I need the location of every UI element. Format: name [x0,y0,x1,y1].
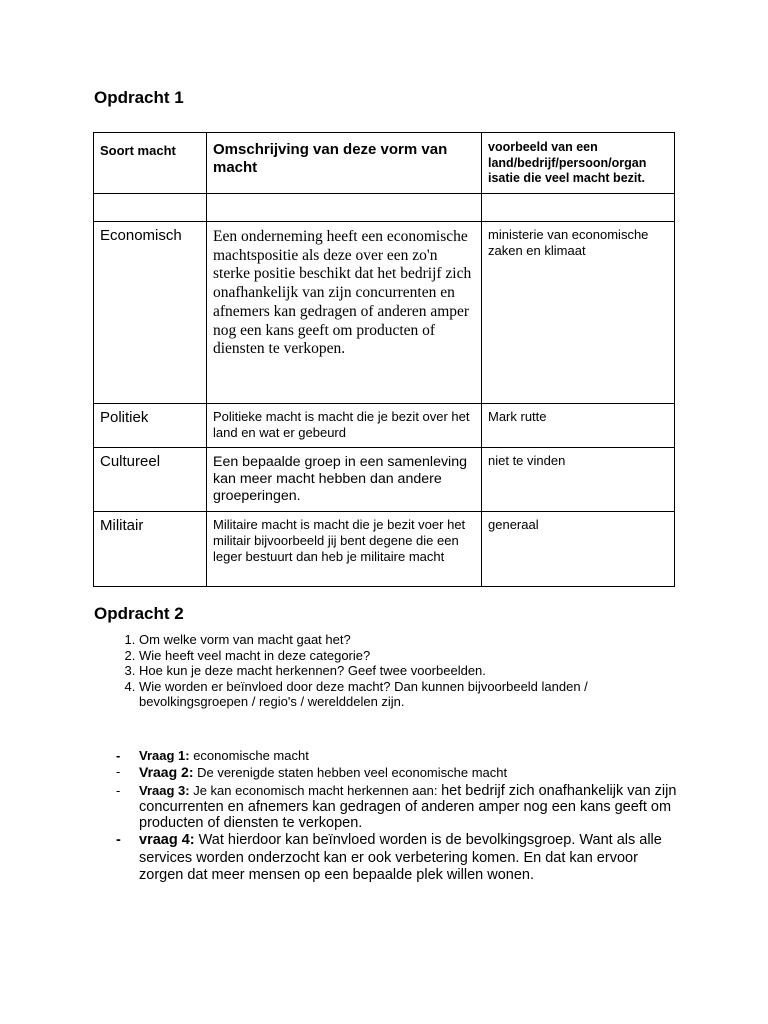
bullet-dash: - [116,748,121,763]
empty-cell [94,194,207,222]
table-row [94,222,675,404]
empty-cell [207,194,482,222]
bullet-dash: - [116,783,121,798]
answer-text: Wat hierdoor kan beïnvloed worden is de bevolkingsgroep. Want als alle services worden onderzocht kan er ook verbetering komen. En dat kan ervoor zorgen dat meer mensen op een bepaalde plek willen wonen. [139,832,662,884]
cell-voorbeeld: niet te vinden [482,448,675,512]
bullet-dash: - [116,832,121,848]
question-item: 4. Wie worden er beïnvloed door deze macht? Dan kunnen bijvoorbeeld landen / bevolkingsgroepen / regio's / werelddelen zijn. [139,679,659,710]
answer-item [116,832,679,885]
answer-label: Vraag 2: [139,764,194,780]
answer-text: De verenigde staten hebben veel economische macht [193,765,508,780]
answer-label: Vraag 1: [139,748,190,763]
question-list [139,632,659,710]
header-voorbeeld: voorbeeld van een land/bedrijf/persoon/organ isatie die veel macht bezit. [482,133,675,194]
cell-soort: Politiek [94,404,207,448]
table-row [94,448,675,512]
answer-label: Vraag 3: [139,783,190,798]
table-header-row [94,133,675,194]
heading-opdracht-1: Opdracht 1 [94,88,184,107]
macht-table [93,132,675,587]
table-row [94,404,675,448]
answer-item [116,783,679,831]
heading-opdracht-2: Opdracht 2 [94,604,184,623]
answer-item [116,748,679,764]
header-soort-macht: Soort macht [94,133,207,194]
cell-omschrijving: Militaire macht is macht die je bezit voer het militair bijvoorbeeld jij bent degene die een leger bestuurt dan heb je militaire macht [207,512,482,587]
cell-soort: Cultureel [94,448,207,512]
empty-cell [482,194,675,222]
answer-list [116,748,679,885]
question-item: 2. Wie heeft veel macht in deze categorie? [139,648,659,664]
answer-label: vraag 4: [139,832,195,848]
answer-text-continued: het bedrijf zich onafhankelijk van zijn concurrenten en afnemers kan gedragen of anderen amper nog een kans geeft om producten of diensten te verkopen. [139,783,677,831]
header-omschrijving: Omschrijving van deze vorm van macht [207,133,482,194]
table-empty-row [94,194,675,222]
cell-soort: Economisch [94,222,207,404]
table-row [94,512,675,587]
cell-soort: Militair [94,512,207,587]
answer-text: Je kan economisch macht herkennen aan: [189,783,442,798]
cell-voorbeeld: generaal [482,512,675,587]
question-item: 3. Hoe kun je deze macht herkennen? Geef twee voorbeelden. [139,663,659,679]
cell-voorbeeld: ministerie van economische zaken en klimaat [482,222,675,404]
cell-omschrijving: Een onderneming heeft een economische machtspositie als deze over een zo'n sterke positie beschikt dat het bedrijf zich onafhankelijk van zijn concurrenten en afnemers kan gedragen of anderen amper nog een kans geeft om producten of diensten te verkopen. [207,222,482,404]
question-item: 1. Om welke vorm van macht gaat het? [139,632,659,648]
answer-item [116,764,679,781]
answer-text: economische macht [189,748,309,763]
bullet-dash: - [116,764,121,779]
cell-voorbeeld: Mark rutte [482,404,675,448]
cell-omschrijving: Een bepaalde groep in een samenleving kan meer macht hebben dan andere groeperingen. [207,448,482,512]
cell-omschrijving: Politieke macht is macht die je bezit over het land en wat er gebeurd [207,404,482,448]
